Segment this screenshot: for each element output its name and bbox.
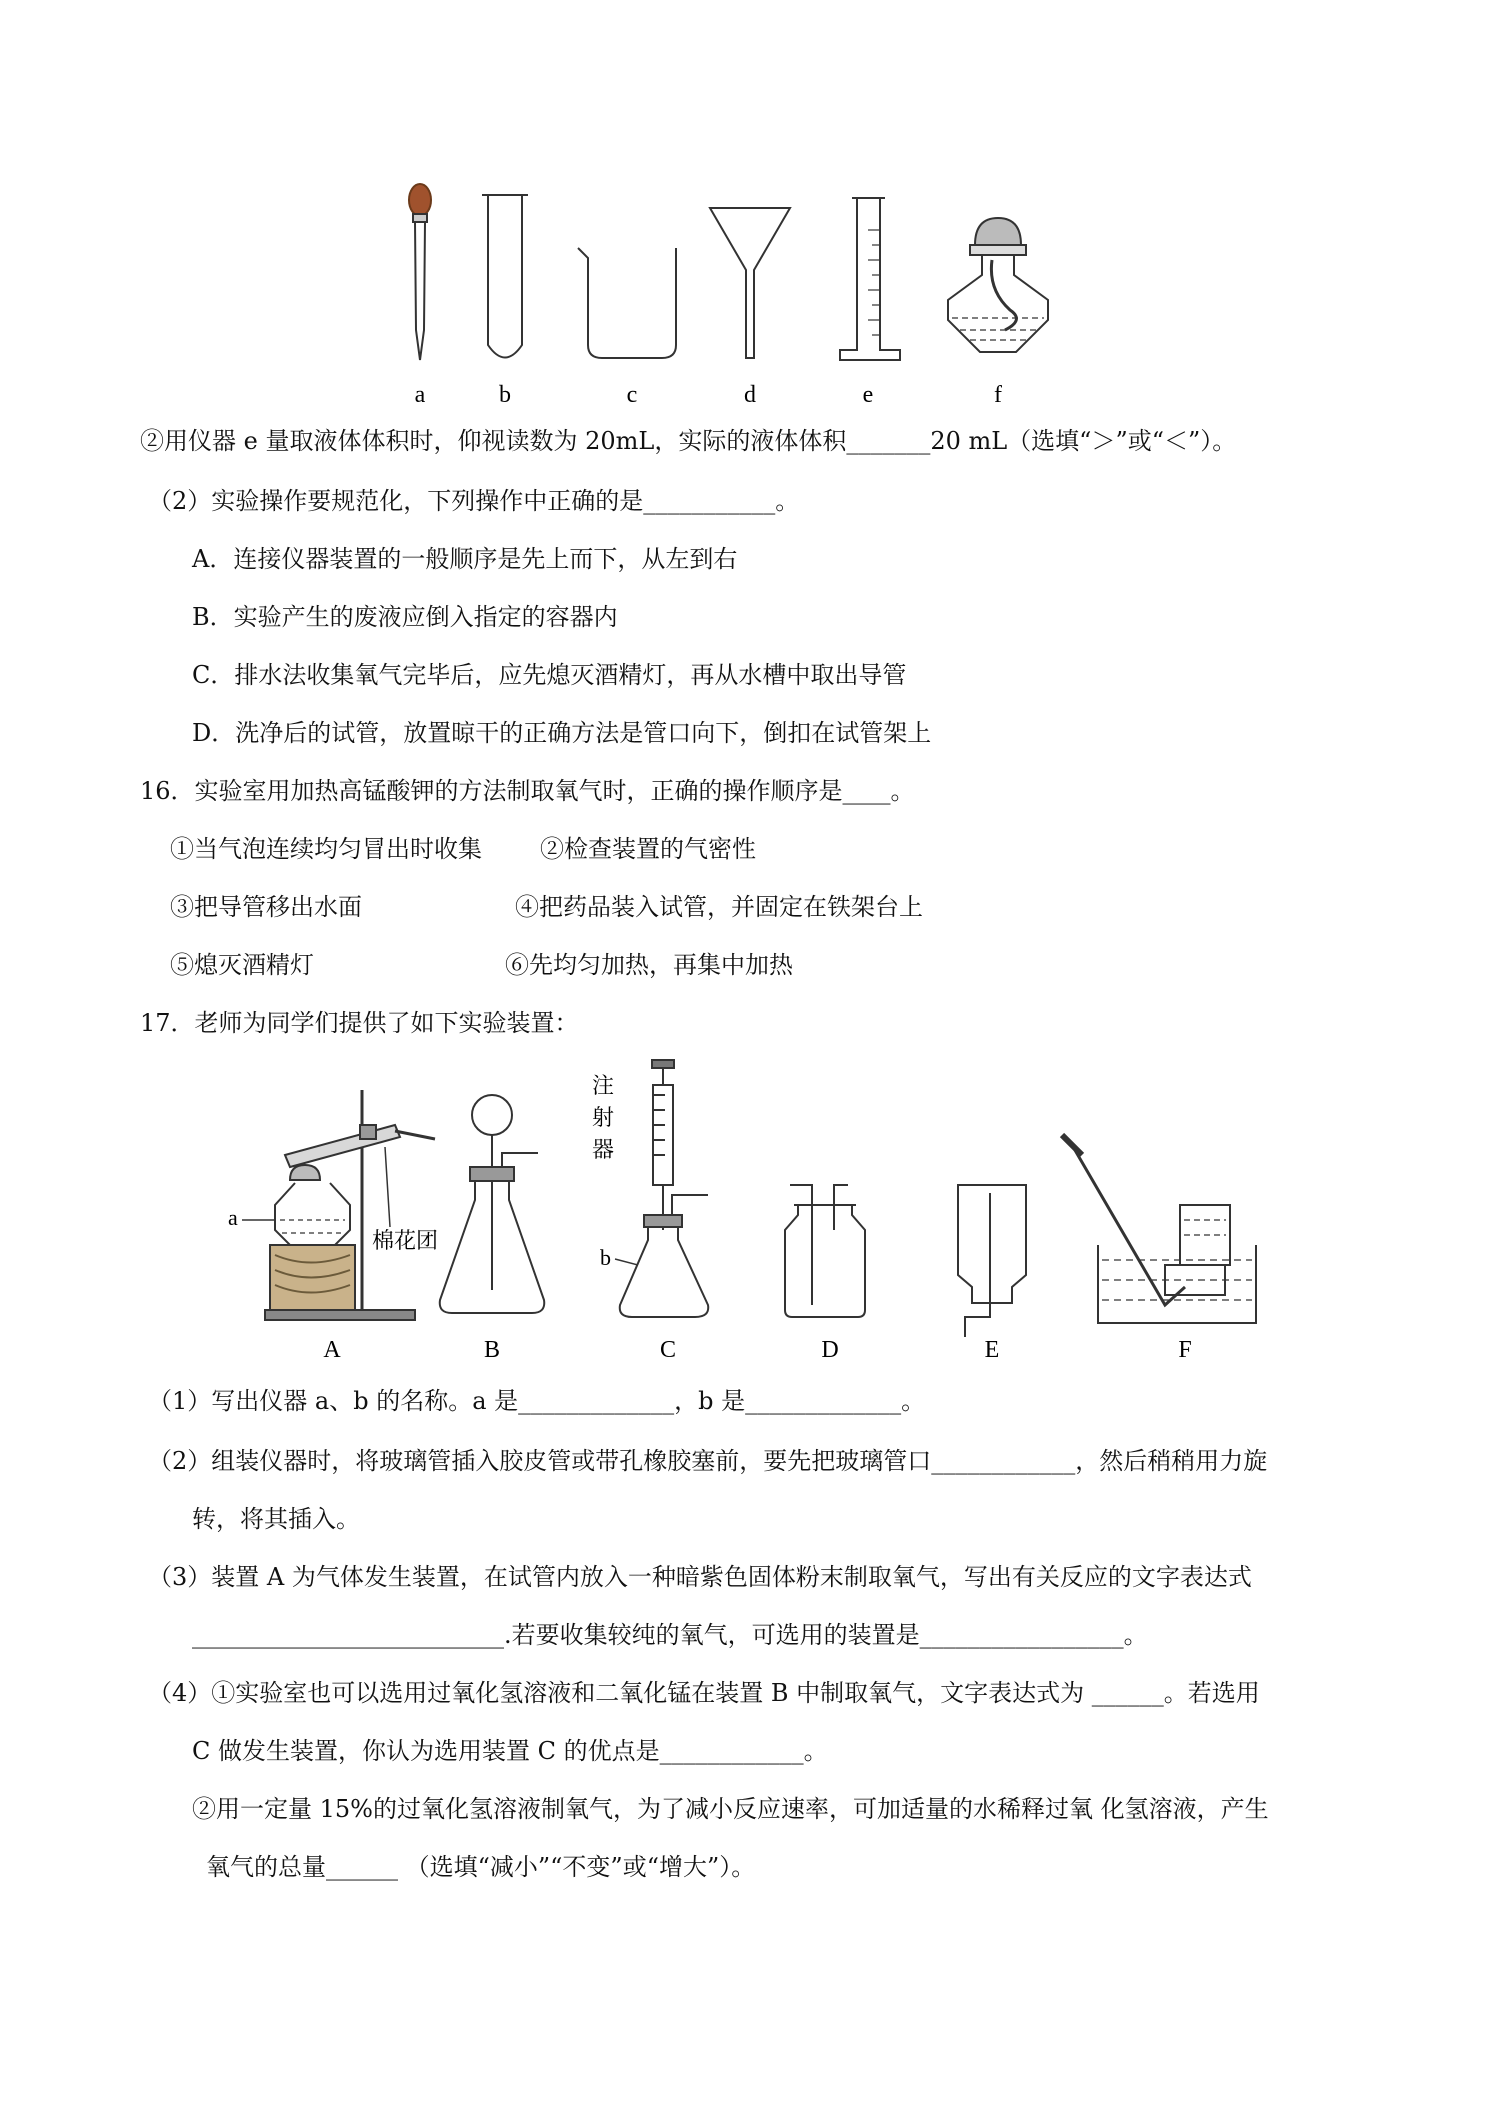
apparatus-f-icon <box>1062 1135 1256 1323</box>
q16-step-2: ②检查装置的气密性 <box>540 835 756 863</box>
q17-part1: （1）写出仪器 a、b 的名称。a 是_____________，b 是_____________。 <box>148 1387 926 1415</box>
apparatus-figure <box>220 1055 1300 1375</box>
graduated-cylinder-icon <box>840 198 900 360</box>
instrument-figure <box>380 170 1100 420</box>
label-d: d <box>744 382 756 408</box>
test-tube-icon <box>482 195 528 358</box>
label-a: a <box>414 382 426 408</box>
label-apparatus-b: B <box>483 1337 501 1363</box>
q15-option-a: A．连接仪器装置的一般顺序是先上而下，从左到右 <box>192 545 738 573</box>
q16-step-6: ⑥先均匀加热，再集中加热 <box>505 951 793 979</box>
label-b-pointer: b <box>600 1245 611 1270</box>
q15-option-b: B．实验产生的废液应倒入指定的容器内 <box>192 603 618 631</box>
apparatus-a-icon <box>265 1090 435 1320</box>
label-apparatus-c: C <box>659 1337 677 1363</box>
label-b: b <box>499 382 511 408</box>
label-syringe-1: 注 <box>592 1073 615 1098</box>
q17-part2-line1: （2）组装仪器时，将玻璃管插入胶皮管或带孔橡胶塞前，要先把玻璃管口____________，然后稍稍用力旋 <box>148 1447 1268 1475</box>
label-a-pointer: a <box>228 1205 238 1230</box>
q16-step-5: ⑤熄灭酒精灯 <box>170 951 314 979</box>
q16-step-4: ④把药品装入试管，并固定在铁架台上 <box>515 893 923 921</box>
label-f: f <box>994 382 1002 408</box>
label-e: e <box>862 382 874 408</box>
apparatus-b-icon <box>440 1095 545 1313</box>
label-apparatus-a: A <box>323 1337 341 1363</box>
q17-part4-line1: （4）①实验室也可以选用过氧化氢溶液和二氧化锰在装置 B 中制取氧气，文字表达式为 ______。若选用 <box>148 1679 1260 1707</box>
q16-step-1: ①当气泡连续均匀冒出时收集 <box>170 835 482 863</box>
q15-option-d: D．洗净后的试管，放置晾干的正确方法是管口向下，倒扣在试管架上 <box>192 719 932 747</box>
q17-part4-line3: ②用一定量 15%的过氧化氢溶液制氧气，为了减小反应速率，可加适量的水稀释过氧 化氢溶液，产生 <box>192 1795 1269 1823</box>
label-apparatus-e: E <box>984 1337 1000 1363</box>
label-syringe-2: 射 <box>592 1105 615 1130</box>
q16-stem: 16．实验室用加热高锰酸钾的方法制取氧气时，正确的操作顺序是____。 <box>140 777 915 805</box>
alcohol-lamp-icon <box>948 218 1048 352</box>
beaker-icon <box>578 248 676 358</box>
q17-part4-line2: C 做发生装置，你认为选用装置 C 的优点是____________。 <box>192 1737 828 1765</box>
apparatus-c-icon <box>620 1060 708 1317</box>
dropper-icon <box>409 184 431 360</box>
q17-part2-line2: 转，将其插入。 <box>192 1505 360 1533</box>
label-apparatus-f: F <box>1178 1337 1192 1363</box>
label-syringe-3: 器 <box>592 1137 615 1162</box>
q15-option-c: C．排水法收集氧气完毕后，应先熄灭酒精灯，再从水槽中取出导管 <box>192 661 907 689</box>
label-apparatus-d: D <box>821 1337 839 1363</box>
q17-stem: 17．老师为同学们提供了如下实验装置： <box>140 1009 579 1037</box>
q17-part3-line2: __________________________.若要收集较纯的氧气，可选用的装置是_________________。 <box>192 1621 1148 1649</box>
funnel-icon <box>710 208 790 358</box>
q16-step-3: ③把导管移出水面 <box>170 893 362 921</box>
apparatus-e-icon <box>958 1185 1026 1337</box>
apparatus-d-icon <box>785 1185 865 1317</box>
q17-part4-line4: 氧气的总量______ （选填“减小”“不变”或“增大”）。 <box>206 1853 756 1881</box>
q17-part3-line1: （3）装置 A 为气体发生装置，在试管内放入一种暗紫色固体粉末制取氧气，写出有关反应的文字表达式 <box>148 1563 1252 1591</box>
label-c: c <box>626 382 638 408</box>
q15-sub2: ②用仪器 e 量取液体体积时，仰视读数为 20mL，实际的液体体积_______20 mL（选填“＞”或“＜”）。 <box>140 427 1237 455</box>
label-cotton: 棉花团 <box>372 1228 439 1253</box>
q15-part2: （2）实验操作要规范化，下列操作中正确的是___________。 <box>148 487 800 515</box>
